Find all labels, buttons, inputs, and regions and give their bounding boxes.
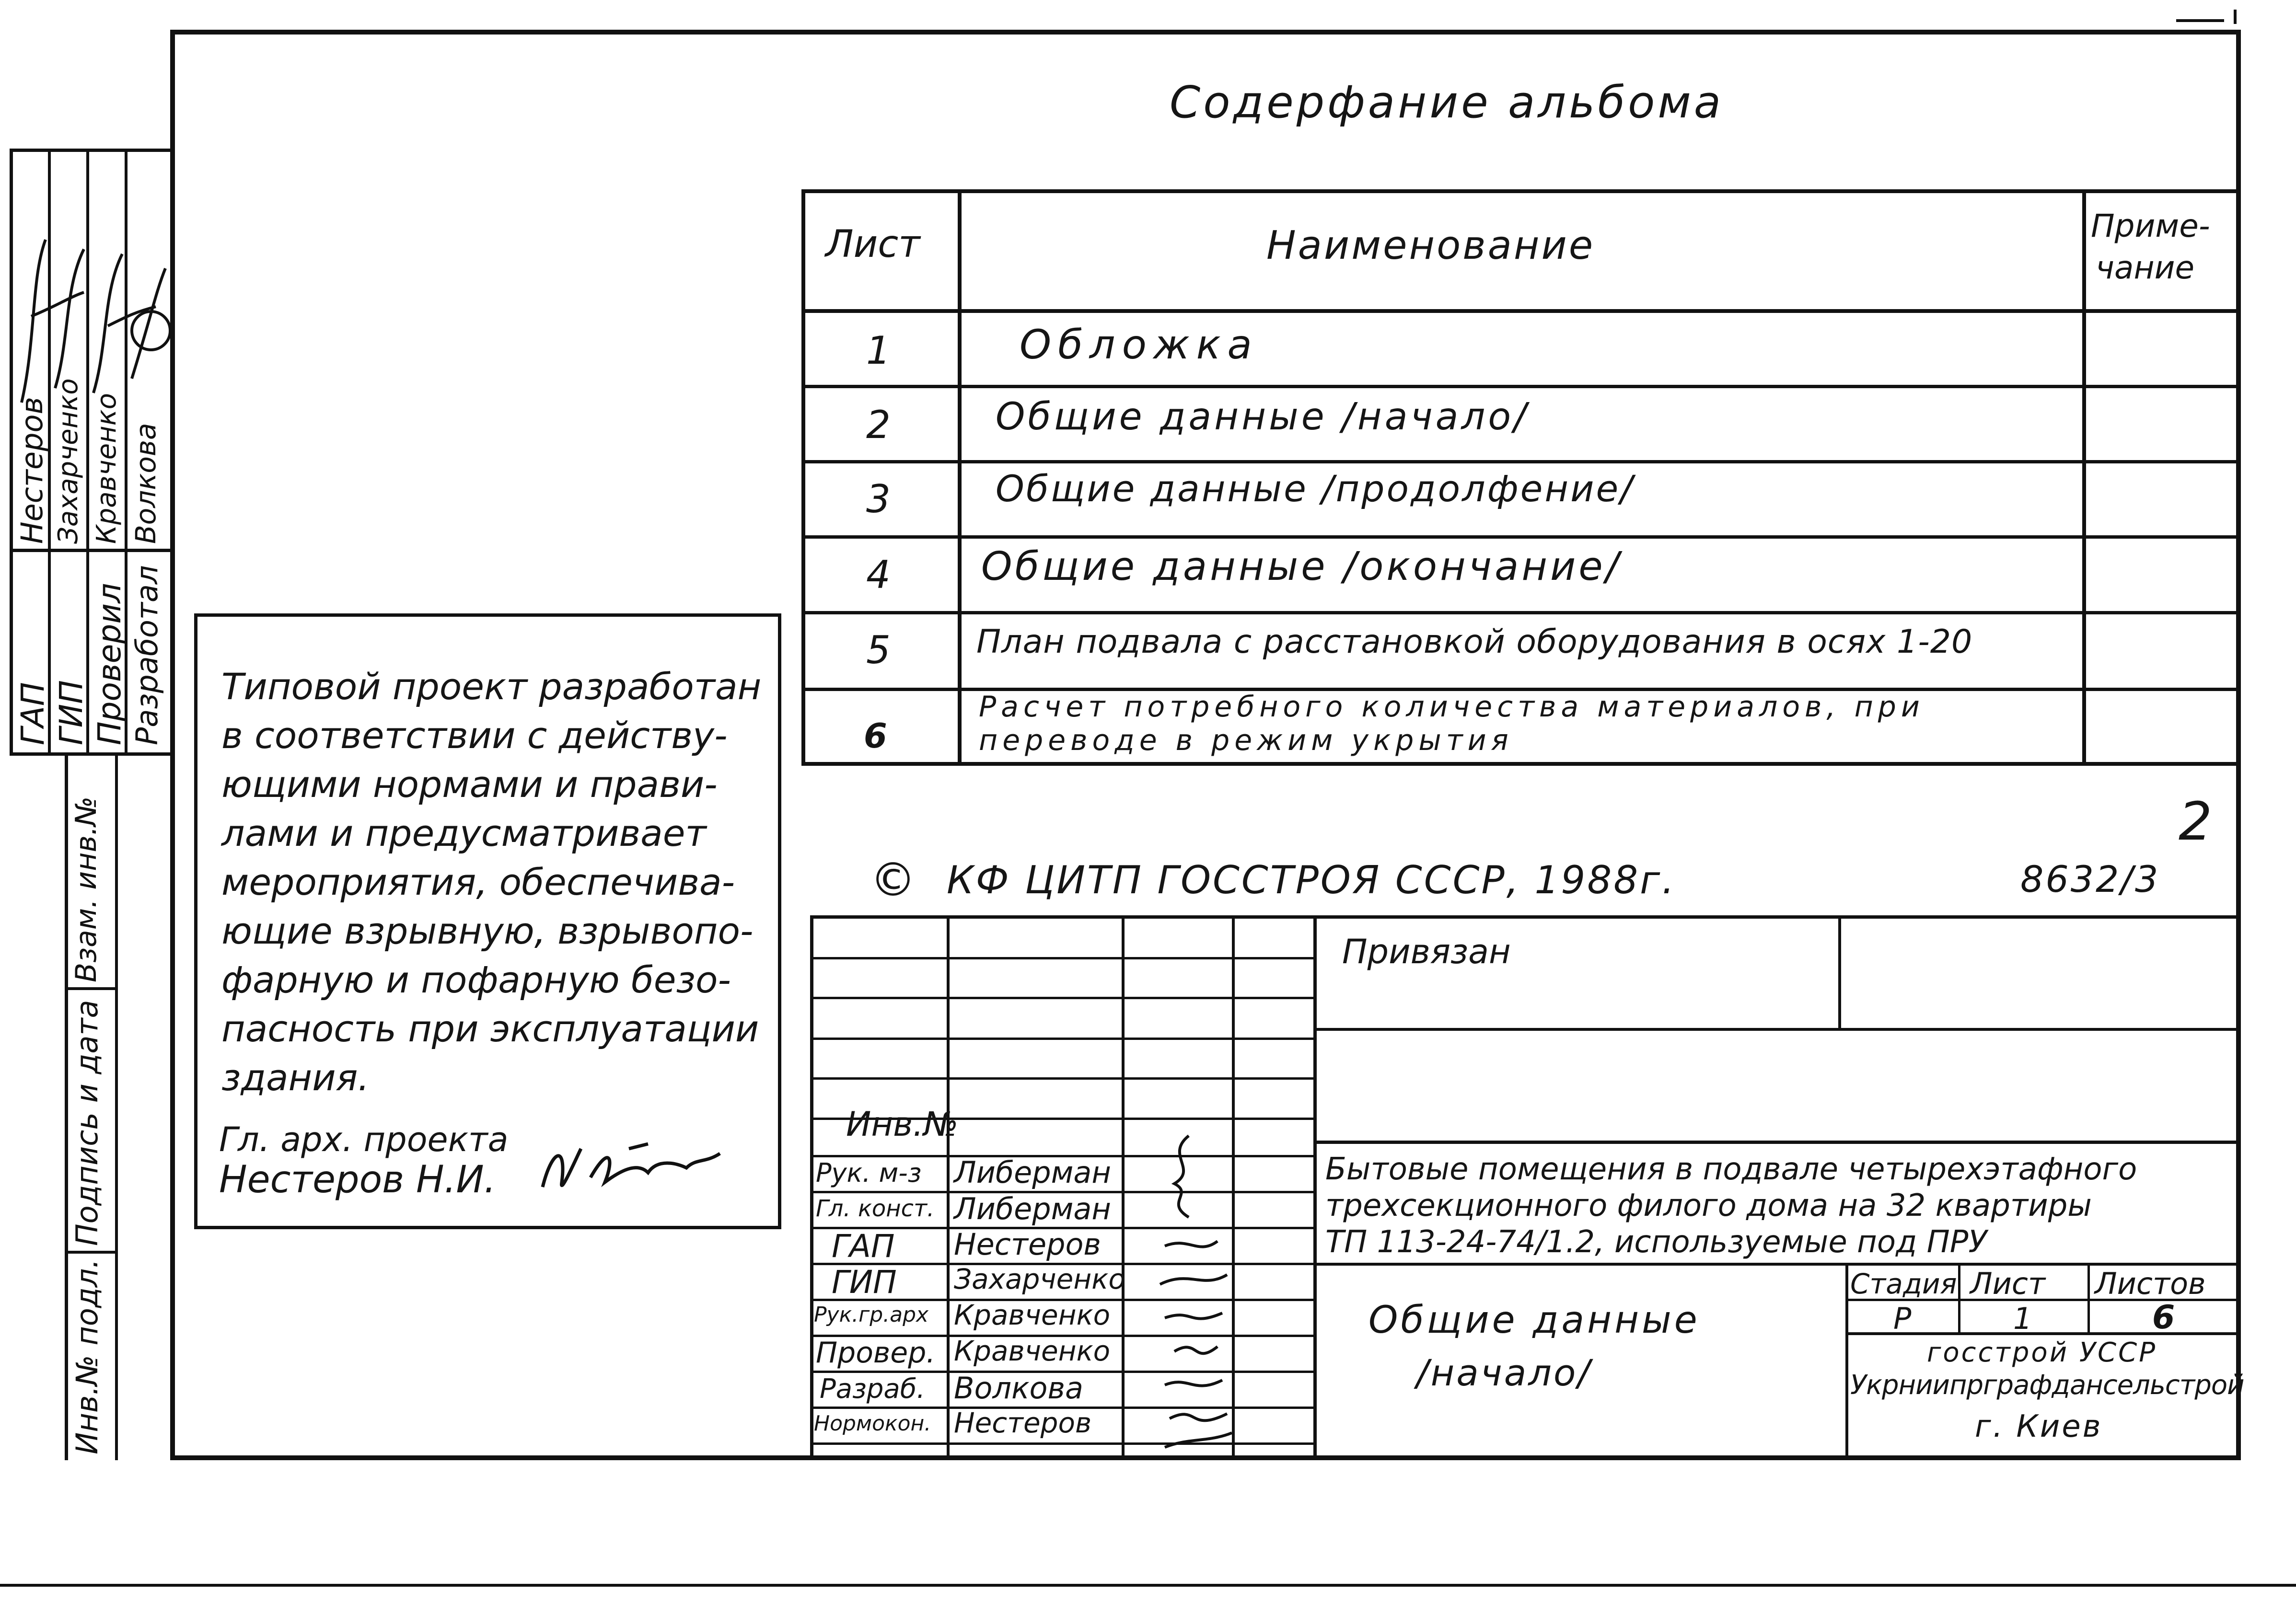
title-block (810, 915, 2244, 1460)
toc-row-4-name: Общие данные /окончание/ (981, 544, 1622, 589)
note-line-3: ющими нормами и прави- (221, 763, 718, 806)
staff-role-6: Провер. (816, 1336, 936, 1370)
description-line-1: Бытовые помещения в подвале четырехэтафного (1325, 1152, 2137, 1187)
toc-row-6-name-line2: переводе в режим укрытия (979, 724, 1513, 757)
description-line-2: трехсекционного филого дома на 32 квартиры (1325, 1188, 2092, 1223)
toc-table (801, 189, 2238, 767)
staff-role-5: Рук.гр.арх (814, 1303, 929, 1327)
note-line-7: фарную и пофарную безо- (221, 958, 731, 1001)
toc-row-5-name: План подвала с расстановкой оборудования в осях 1-20 (976, 623, 1973, 661)
toc-row-1-sheet: 1 (866, 328, 891, 373)
sheet-header: Лист (1970, 1266, 2046, 1301)
note-box (194, 613, 781, 1229)
strip-role-4: Разработал (129, 565, 164, 745)
staff-role-8: Нормокон. (814, 1411, 931, 1436)
org-line3: г. Киев (1975, 1409, 2103, 1444)
sheets-header: Листов (2095, 1266, 2206, 1301)
staff-name-4: Захарченко (954, 1263, 1125, 1295)
staff-role-4: ГИП (832, 1264, 897, 1301)
description-line-3: ТП 113-24-74/1.2, используемые под ПРУ (1325, 1224, 1987, 1260)
left-strip (10, 149, 170, 1460)
toc-header-sheet: Лист (825, 223, 920, 266)
toc-row-5-sheet: 5 (866, 628, 891, 672)
toc-row-6-sheet: 6 (864, 716, 887, 756)
staff-name-1: Либерман (954, 1155, 1111, 1190)
strip-role-2: ГИП (53, 680, 90, 745)
toc-row-3-sheet: 3 (866, 477, 891, 521)
strip-name-2: Захарченко (53, 378, 84, 544)
strip-name-3: Кравченко (91, 393, 122, 544)
description (1325, 1151, 2137, 1260)
sheet-edge-line (0, 1584, 2296, 1587)
org-line1: госстрой УССР (1927, 1337, 2157, 1368)
note-text (221, 662, 761, 1102)
staff-role-7: Разраб. (820, 1373, 926, 1405)
toc-row-3-name: Общие данные /продолфение/ (996, 467, 1635, 510)
note-line-5: мероприятия, обеспечива- (221, 861, 735, 903)
strip-name-1: Нестеров (14, 397, 49, 544)
toc-row-2-sheet: 2 (866, 403, 891, 447)
strip-label-inv-orig: Инв.№ подл. (70, 1258, 104, 1454)
staff-role-1: Рук. м-з (816, 1158, 922, 1188)
staff-signatures-icon (1117, 1126, 1241, 1457)
note-line-4: лами и предусматривает (221, 812, 707, 854)
staff-name-7: Волкова (954, 1371, 1084, 1406)
note-line-8: пасность при эксплуатации (221, 1007, 759, 1050)
staff-role-2: Гл. конст. (816, 1195, 935, 1222)
toc-header-note-1: Приме- (2091, 208, 2210, 244)
page-title: Содерфание альбома (1170, 77, 1724, 128)
strip-label-inv-repl: Взам. инв.№ (70, 796, 103, 982)
staff-role-3: ГАП (832, 1228, 895, 1265)
staff-name-2: Либерман (954, 1191, 1111, 1226)
toc-row-2-name: Общие данные /начало/ (996, 395, 1530, 438)
staff-name-6: Кравченко (954, 1335, 1111, 1367)
org-line2: Укрниипрграфдансельстрой (1850, 1370, 2244, 1401)
staff-name-5: Кравченко (954, 1299, 1111, 1331)
bound-label: Привязан (1342, 932, 1511, 971)
note-signature-icon (533, 1130, 734, 1206)
sheet-value: 1 (2013, 1301, 2032, 1336)
note-line-1: Типовой проект разработан (221, 665, 762, 708)
sheets-value: 6 (2152, 1299, 2175, 1337)
stage-header: Стадия (1850, 1268, 1957, 1300)
strip-role-3: Проверил (91, 583, 128, 745)
corner-dash (2176, 19, 2224, 22)
corner-mark (2234, 10, 2237, 24)
inv-label: Инв.№ (846, 1105, 959, 1144)
toc-row-4-sheet: 4 (866, 553, 891, 597)
staff-name-3: Нестеров (954, 1227, 1101, 1262)
staff-name-8: Нестеров (954, 1407, 1092, 1439)
note-signer-title: Гл. арх. проекта (219, 1120, 509, 1159)
sheet-title-line1: Общие данные (1368, 1299, 1700, 1342)
strip-label-sign-date: Подпись и дата (70, 1000, 104, 1246)
strip-name-4: Волкова (129, 423, 162, 544)
toc-row-6-name-line1: Расчет потребного количества материалов, при (979, 690, 1925, 724)
toc-row-1-name: Обложка (1020, 321, 1259, 368)
stage-value: Р (1893, 1301, 1912, 1336)
copyright-symbol: © (870, 853, 916, 907)
strip-signatures-icon (12, 220, 170, 422)
note-signer-name: Нестеров Н.И. (219, 1158, 496, 1201)
note-line-2: в соответствии с действу- (221, 714, 728, 757)
copyright-text: КФ ЦИТП ГОССТРОЯ СССР, 1988г. (947, 858, 1676, 902)
copyright-code: 8632/3 (2020, 858, 2160, 900)
toc-header-name: Наименование (1266, 223, 1595, 268)
sheet-title-line2: /начало/ (1416, 1351, 1592, 1394)
note-line-9: здания. (221, 1056, 370, 1099)
toc-header-note-2: чание (2096, 249, 2195, 286)
page-number: 2 (2179, 791, 2212, 852)
note-line-6: ющие взрывную, взрывопо- (221, 910, 754, 952)
strip-role-1: ГАП (14, 682, 51, 745)
